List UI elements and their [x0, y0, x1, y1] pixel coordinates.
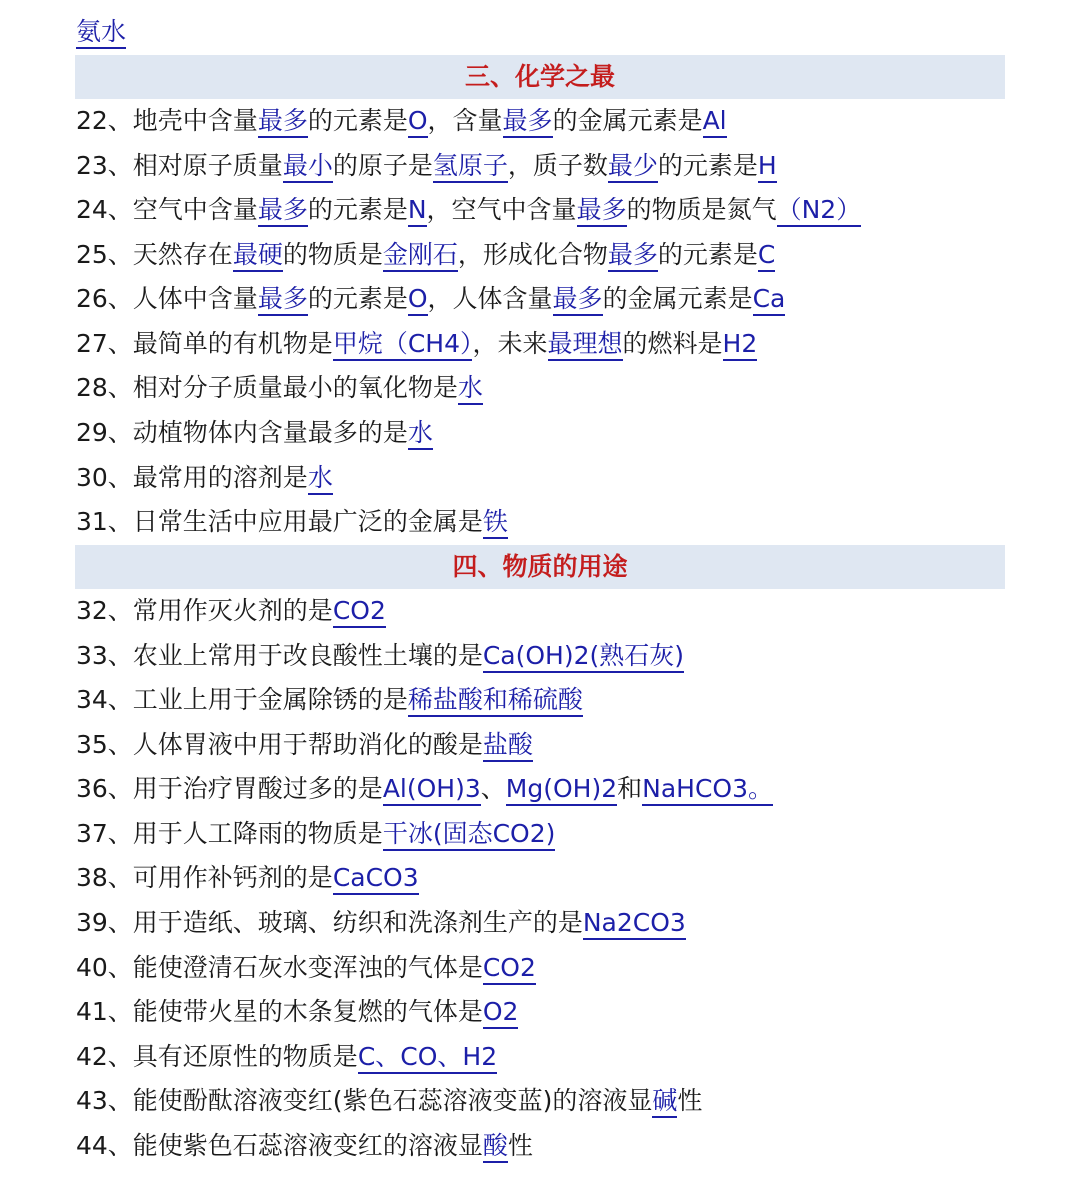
- line-text: 26、人体中含量: [76, 284, 258, 313]
- answer-blank: 最理想: [548, 329, 623, 361]
- line-text: 的物质是氮气: [626, 195, 777, 224]
- answer-blank: 最小: [283, 151, 333, 183]
- answer-blank: 氢原子: [433, 151, 508, 183]
- line-text: 的金属元素是: [602, 284, 753, 313]
- fact-line: [76, 723, 533, 767]
- line-text: ，含量: [427, 106, 503, 135]
- line-text: 23、相对原子质量: [76, 151, 283, 180]
- fact-line: [76, 456, 333, 500]
- fact-line: [76, 946, 536, 990]
- fact-line: [76, 188, 861, 232]
- answer-blank: 最多: [258, 284, 308, 316]
- line-text: 的金属元素是: [552, 106, 703, 135]
- answer-blank: （N2）: [777, 195, 862, 227]
- line-text: 32、常用作灭火剂的是: [76, 596, 333, 625]
- fact-line: [76, 1035, 497, 1079]
- line-text: 36、用于治疗胃酸过多的是: [76, 774, 383, 803]
- line-text: 28、相对分子质量最小的氧化物是: [76, 373, 458, 402]
- fact-line: [76, 366, 483, 410]
- answer-blank: 最多: [258, 195, 308, 227]
- fact-line: [76, 634, 684, 678]
- answer-blank: Al(OH)3: [383, 774, 481, 806]
- line-text: 的燃料是: [622, 329, 723, 358]
- line-text: 的元素是: [657, 240, 758, 269]
- line-text: ，未来: [472, 329, 548, 358]
- fact-line: [76, 277, 785, 321]
- line-text: ，人体含量: [427, 284, 553, 313]
- answer-blank: 最硬: [233, 240, 283, 272]
- line-text: 29、动植物体内含量最多的是: [76, 418, 408, 447]
- answer-blank: 最多: [258, 106, 308, 138]
- answer-blank: Na2CO3: [583, 908, 686, 940]
- fact-line: [76, 322, 757, 366]
- line-text: 的元素是: [307, 106, 408, 135]
- answer-blank: Mg(OH)2: [506, 774, 617, 806]
- line-text: 的元素是: [657, 151, 758, 180]
- fact-line: [76, 990, 518, 1034]
- answer-blank: 最多: [577, 195, 627, 227]
- line-text: 42、具有还原性的物质是: [76, 1042, 358, 1071]
- line-text: ，形成化合物: [457, 240, 608, 269]
- section-heading: 四、物质的用途: [75, 545, 1005, 589]
- line-text: 22、地壳中含量: [76, 106, 258, 135]
- answer-blank: H: [758, 151, 777, 183]
- fact-line: [76, 678, 583, 722]
- answer-blank: 金刚石: [383, 240, 458, 272]
- line-text: 27、最简单的有机物是: [76, 329, 333, 358]
- line-text: 和: [617, 774, 643, 803]
- answer-blank: 铁: [483, 507, 508, 539]
- line-text: 38、可用作补钙剂的是: [76, 863, 333, 892]
- fact-line: [76, 901, 686, 945]
- line-text: 44、能使紫色石蕊溶液变红的溶液显: [76, 1131, 483, 1160]
- answer-blank: O2: [483, 997, 519, 1029]
- answer-blank: 碱: [652, 1086, 677, 1118]
- answer-blank: 稀盐酸和稀硫酸: [408, 685, 583, 717]
- line-text: ，空气中含量: [426, 195, 577, 224]
- fact-line: [76, 99, 727, 143]
- answer-blank: C、CO、H2: [358, 1042, 497, 1074]
- fact-line: [76, 10, 126, 54]
- answer-blank: 水: [458, 373, 483, 405]
- fact-line: [76, 767, 773, 811]
- answer-blank: Ca(OH)2(熟石灰): [483, 641, 684, 673]
- line-text: 33、农业上常用于改良酸性土壤的是: [76, 641, 483, 670]
- fact-line: [76, 500, 508, 544]
- line-text: 性: [507, 1131, 533, 1160]
- answer-blank: O: [408, 284, 428, 316]
- line-text: 34、工业上用于金属除锈的是: [76, 685, 408, 714]
- fact-line: [76, 856, 419, 900]
- answer-blank: H2: [723, 329, 758, 361]
- answer-blank: CaCO3: [333, 863, 419, 895]
- answer-blank: Al: [703, 106, 727, 138]
- line-text: 的原子是: [332, 151, 433, 180]
- answer-blank: O: [408, 106, 428, 138]
- fact-line: [76, 411, 433, 455]
- answer-blank: C: [758, 240, 775, 272]
- answer-blank: 最多: [608, 240, 658, 272]
- line-text: 的元素是: [307, 195, 408, 224]
- line-text: 35、人体胃液中用于帮助消化的酸是: [76, 730, 483, 759]
- fact-line: [76, 144, 777, 188]
- line-text: 43、能使酚酞溶液变红(紫色石蕊溶液变蓝)的溶液显: [76, 1086, 653, 1115]
- answer-blank: 最多: [503, 106, 553, 138]
- line-text: 的物质是: [282, 240, 383, 269]
- line-text: 30、最常用的溶剂是: [76, 463, 308, 492]
- line-text: 39、用于造纸、玻璃、纺织和洗涤剂生产的是: [76, 908, 583, 937]
- fact-line: [76, 233, 775, 277]
- answer-blank: 最少: [608, 151, 658, 183]
- line-text: 31、日常生活中应用最广泛的金属是: [76, 507, 483, 536]
- fact-line: [76, 589, 386, 633]
- answer-blank: NaHCO3。: [642, 774, 773, 806]
- answer-blank: 水: [308, 463, 333, 495]
- answer-blank: CO2: [483, 953, 536, 985]
- answer-blank: 酸: [483, 1131, 508, 1163]
- line-text: 24、空气中含量: [76, 195, 258, 224]
- section-heading: 三、化学之最: [75, 55, 1005, 99]
- answer-blank: 甲烷（CH4）: [333, 329, 473, 361]
- line-text: 40、能使澄清石灰水变浑浊的气体是: [76, 953, 483, 982]
- line-text: 37、用于人工降雨的物质是: [76, 819, 383, 848]
- answer-blank: N: [408, 195, 427, 227]
- line-text: 41、能使带火星的木条复燃的气体是: [76, 997, 483, 1026]
- line-text: 的元素是: [307, 284, 408, 313]
- fact-line: [76, 812, 555, 856]
- line-text: ，质子数: [507, 151, 608, 180]
- line-text: 性: [677, 1086, 703, 1115]
- answer-blank: 盐酸: [483, 730, 533, 762]
- answer-blank: 干冰(固态CO2): [383, 819, 556, 851]
- answer-blank: 水: [408, 418, 433, 450]
- answer-blank: Ca: [753, 284, 786, 316]
- answer-blank: 最多: [553, 284, 603, 316]
- answer-blank: CO2: [333, 596, 386, 628]
- fact-line: [76, 1079, 702, 1123]
- line-text: 25、天然存在: [76, 240, 233, 269]
- fact-line: [76, 1124, 533, 1168]
- answer-blank: 氨水: [76, 17, 126, 49]
- line-text: 、: [480, 774, 506, 803]
